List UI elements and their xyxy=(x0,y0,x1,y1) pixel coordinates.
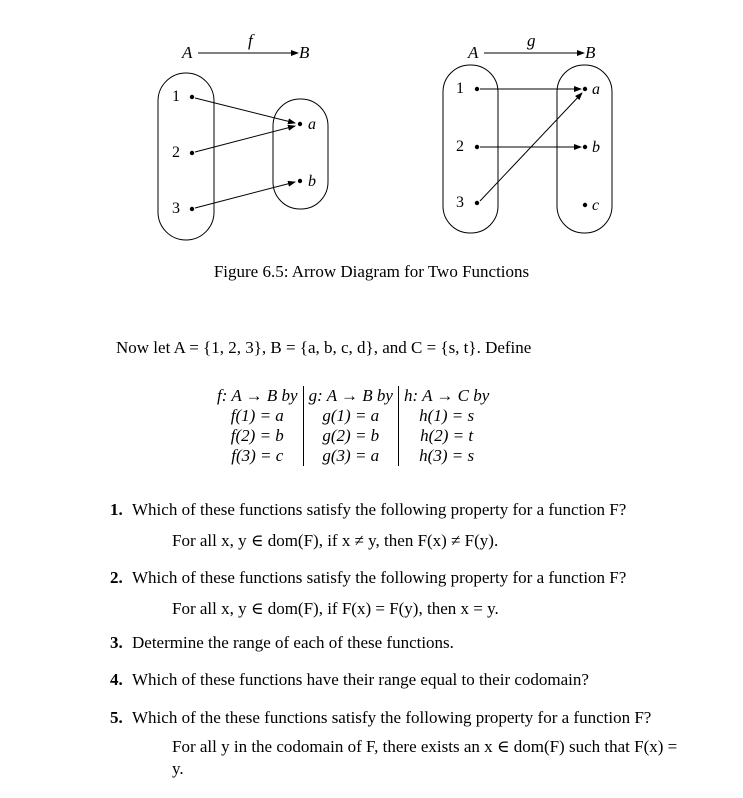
definition-header: f: A → B by xyxy=(217,386,298,405)
right-domain-oval xyxy=(443,65,498,233)
definition-row: f(2) = b xyxy=(230,426,284,445)
definition-f xyxy=(212,386,303,466)
exercise-number: 4. xyxy=(110,670,123,689)
left-domain-element-3: 3 xyxy=(172,200,180,217)
definition-row: g(3) = a xyxy=(322,446,380,465)
definition-row: h(1) = s xyxy=(419,406,475,425)
exercise-number: 5. xyxy=(110,708,123,727)
exercise-condition: For all y in the codomain of F, there exists an x ∈ dom(F) such that F(x) = y. xyxy=(172,737,678,778)
definition-row: g(1) = a xyxy=(322,406,380,425)
exercise-item xyxy=(110,568,626,619)
right-codomain-element-b: b xyxy=(592,139,600,156)
left-map-2-a xyxy=(195,126,295,152)
left-map-3-b xyxy=(195,182,295,208)
arrow-diagram-figure xyxy=(0,0,743,255)
figure-caption: Figure 6.5: Arrow Diagram for Two Functions xyxy=(213,262,530,281)
intro-text: Now let A = {1, 2, 3}, B = {a, b, c, d}, and C = {s, t}. Define xyxy=(116,338,532,357)
right-codomain-label: B xyxy=(585,43,596,62)
definition-row: g(2) = b xyxy=(322,426,380,445)
left-codomain-element-a: a xyxy=(308,116,316,133)
left-codomain-element-b: b xyxy=(308,173,316,190)
right-domain-label: A xyxy=(468,43,479,62)
definition-row: f(3) = c xyxy=(231,446,284,465)
exercise-condition: For all x, y ∈ dom(F), if x ≠ y, then F(x) ≠ F(y). xyxy=(172,531,499,550)
exercise-number: 2. xyxy=(110,568,123,587)
left-diagram-f xyxy=(158,31,328,240)
exercise-item xyxy=(110,633,454,653)
left-map-1-a xyxy=(195,98,295,123)
definition-header: g: A → B by xyxy=(308,386,393,405)
left-domain-oval xyxy=(158,73,214,240)
definition-row: h(3) = s xyxy=(419,446,475,465)
exercise-text: Which of these functions satisfy the following property for a function F? xyxy=(132,568,627,587)
right-codomain-element-a: a xyxy=(592,81,600,98)
exercise-number: 3. xyxy=(110,633,123,652)
left-codomain-oval xyxy=(273,99,328,209)
exercise-item xyxy=(110,670,589,690)
exercise-item xyxy=(110,708,692,780)
right-diagram-g xyxy=(443,31,612,233)
definition-h xyxy=(398,386,494,466)
right-codomain-element-c: c xyxy=(592,197,600,214)
left-domain-element-1: 1 xyxy=(172,88,180,105)
definition-row: h(2) = t xyxy=(420,426,474,445)
definition-g xyxy=(303,386,398,466)
left-domain-element-2: 2 xyxy=(172,144,180,161)
exercise-text: Determine the range of each of these functions. xyxy=(132,633,454,652)
right-function-label: g xyxy=(527,31,536,50)
right-domain-element-1: 1 xyxy=(456,80,464,97)
right-domain-element-3: 3 xyxy=(456,194,464,211)
exercise-condition: For all x, y ∈ dom(F), if F(x) = F(y), then x = y. xyxy=(172,599,499,618)
function-definitions-table xyxy=(212,386,494,466)
left-function-label: f xyxy=(248,31,253,50)
left-domain-label: A xyxy=(182,43,193,62)
definition-header: h: A → C by xyxy=(403,386,490,405)
exercise-item xyxy=(110,500,626,551)
exercise-text: Which of these functions have their range equal to their codomain? xyxy=(132,670,589,689)
exercise-number: 1. xyxy=(110,500,123,519)
definition-row: f(1) = a xyxy=(230,406,284,425)
left-codomain-label: B xyxy=(299,43,310,62)
exercise-text: Which of the these functions satisfy the following property for a function F? xyxy=(132,708,652,727)
exercise-text: Which of these functions satisfy the following property for a function F? xyxy=(132,500,627,519)
right-domain-element-2: 2 xyxy=(456,138,464,155)
